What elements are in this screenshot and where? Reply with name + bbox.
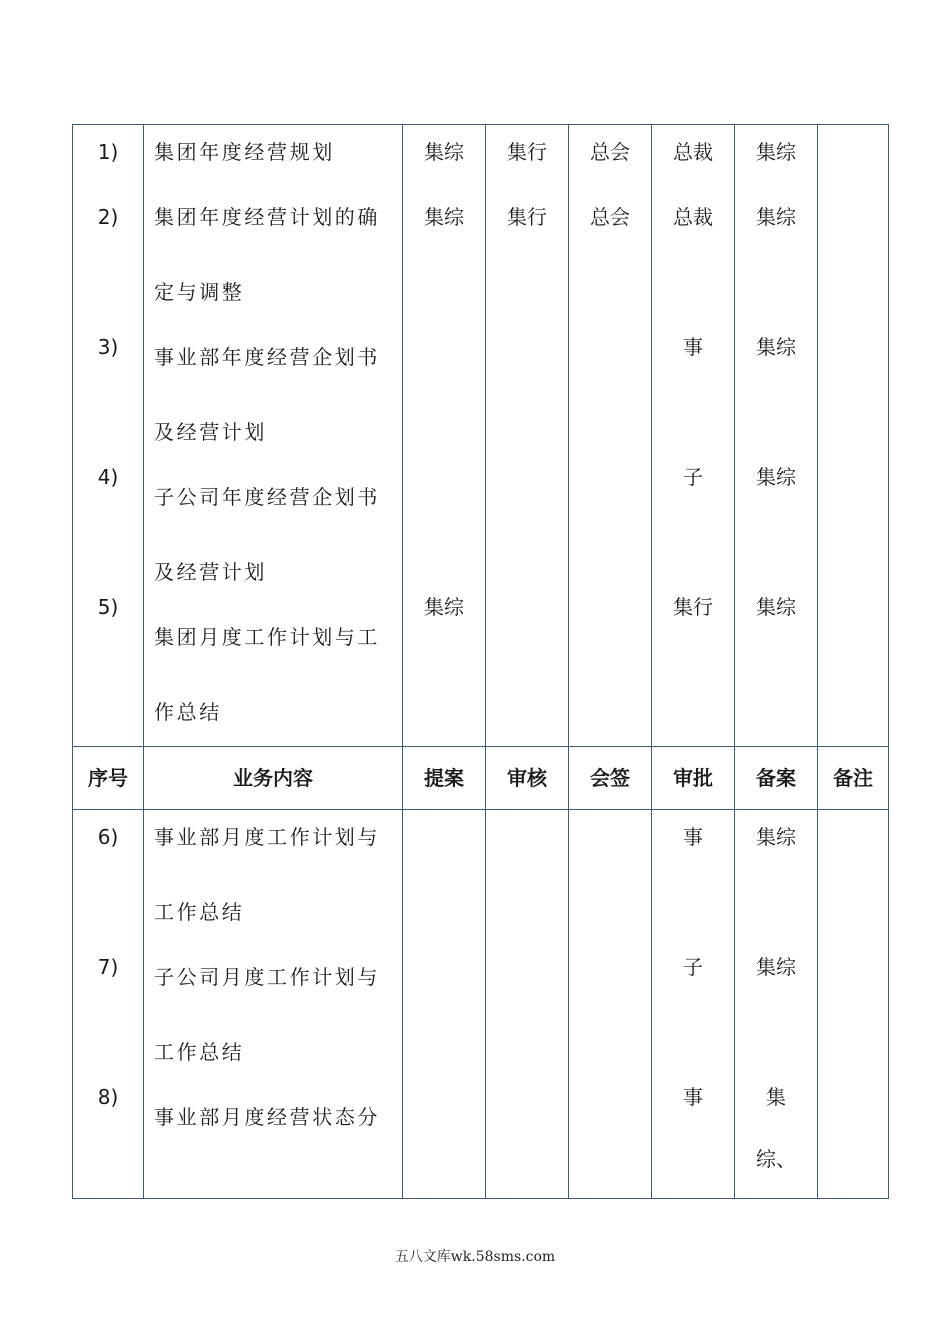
content-line: 事业部年度经营企划书 (154, 345, 380, 369)
business-approval-table (72, 124, 889, 1199)
note-cell (818, 810, 889, 1199)
record-value: 综、 (756, 1147, 796, 1171)
header-approve: 审批 (652, 747, 735, 810)
content-line: 子公司月度工作计划与 (154, 965, 380, 989)
record-value: 集综 (756, 335, 796, 359)
content-line: 及经营计划 (154, 560, 267, 584)
review-value: 集行 (507, 205, 547, 229)
seq-1: 1) (97, 140, 119, 164)
approve-value: 事 (683, 825, 703, 849)
approve-value: 事 (683, 1085, 703, 1109)
content-cell (144, 125, 403, 747)
record-value: 集 (766, 1085, 786, 1109)
countersign-value: 总会 (590, 205, 630, 229)
seq-8: 8) (97, 1085, 119, 1109)
header-countersign: 会签 (569, 747, 652, 810)
footer-watermark-text: 五八文库wk.58sms.com (394, 1249, 556, 1265)
content-line: 事业部月度经营状态分 (154, 1105, 380, 1129)
seq-cell (73, 125, 144, 747)
review-cell (486, 125, 569, 747)
approve-value: 总裁 (673, 205, 713, 229)
seq-3: 3) (97, 335, 119, 359)
approve-cell (652, 810, 735, 1199)
approve-value: 子 (683, 465, 703, 489)
countersign-cell (569, 810, 652, 1199)
content-line: 定与调整 (154, 280, 245, 304)
content-line: 作总结 (154, 700, 222, 724)
content-line: 集团年度经营规划 (154, 140, 335, 164)
header-seq: 序号 (73, 747, 144, 810)
record-cell (735, 125, 818, 747)
countersign-value: 总会 (590, 140, 630, 164)
record-cell (735, 810, 818, 1199)
approve-value: 事 (683, 335, 703, 359)
content-cell (144, 810, 403, 1199)
header-record: 备案 (735, 747, 818, 810)
record-value: 集综 (756, 465, 796, 489)
content-line: 事业部月度工作计划与 (154, 825, 380, 849)
content-line: 集团月度工作计划与工 (154, 625, 380, 649)
propose-value: 集综 (424, 140, 464, 164)
table-row-bottom-block (73, 810, 889, 1199)
seq-2: 2) (97, 205, 119, 229)
record-value: 集综 (756, 955, 796, 979)
propose-value: 集综 (424, 205, 464, 229)
propose-cell (403, 125, 486, 747)
header-review: 审核 (486, 747, 569, 810)
content-line: 集团年度经营计划的确 (154, 205, 380, 229)
countersign-cell (569, 125, 652, 747)
record-value: 集综 (756, 595, 796, 619)
seq-cell (73, 810, 144, 1199)
header-content: 业务内容 (144, 747, 403, 810)
approve-value: 总裁 (673, 140, 713, 164)
seq-5: 5) (97, 595, 119, 619)
content-line: 工作总结 (154, 1040, 245, 1064)
table-header-row (73, 747, 889, 810)
record-value: 集综 (756, 825, 796, 849)
content-line: 子公司年度经营企划书 (154, 485, 380, 509)
record-value: 集综 (756, 205, 796, 229)
approve-value: 集行 (673, 595, 713, 619)
approve-cell (652, 125, 735, 747)
table-row-top-block (73, 125, 889, 747)
header-note: 备注 (818, 747, 889, 810)
propose-cell (403, 810, 486, 1199)
header-propose: 提案 (403, 747, 486, 810)
propose-value: 集综 (424, 595, 464, 619)
content-line: 及经营计划 (154, 420, 267, 444)
note-cell (818, 125, 889, 747)
approve-value: 子 (683, 955, 703, 979)
seq-7: 7) (97, 955, 119, 979)
record-value: 集综 (756, 140, 796, 164)
review-cell (486, 810, 569, 1199)
seq-6: 6) (97, 825, 119, 849)
content-line: 工作总结 (154, 900, 245, 924)
seq-4: 4) (97, 465, 119, 489)
review-value: 集行 (507, 140, 547, 164)
